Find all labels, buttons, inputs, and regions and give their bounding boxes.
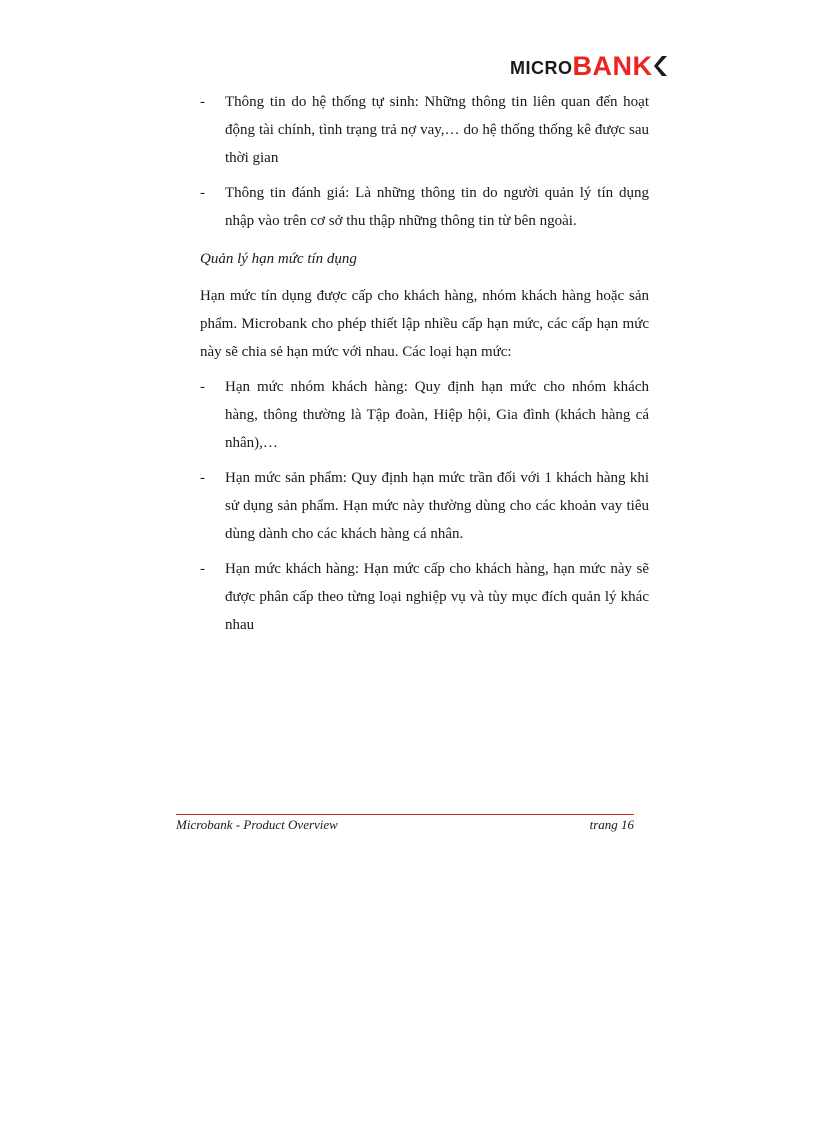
list-item bbox=[200, 373, 649, 457]
bullet-marker: - bbox=[200, 561, 205, 577]
logo-bank-text: BANK bbox=[572, 51, 653, 81]
footer-divider bbox=[176, 814, 634, 815]
list-item bbox=[200, 179, 649, 235]
bullet-marker: - bbox=[200, 470, 205, 486]
list-item bbox=[200, 464, 649, 548]
list-item-text: Hạn mức khách hàng: Hạn mức cấp cho khách hàng, hạn mức này sẽ được phân cấp theo từng loại nghiệp vụ và tùy mục đích quản lý khác nhau bbox=[225, 561, 649, 633]
logo-chevron-icon bbox=[654, 55, 668, 77]
bullet-marker: - bbox=[200, 94, 205, 110]
list-item bbox=[200, 555, 649, 639]
section-heading: Quản lý hạn mức tín dụng bbox=[200, 251, 357, 267]
document-body bbox=[200, 88, 649, 646]
list-item-text: Thông tin do hệ thống tự sinh: Những thông tin liên quan đến hoạt động tài chính, tình trạng trả nợ vay,… do hệ thống thống kê được sau thời gian bbox=[225, 94, 649, 166]
footer-title: Microbank - Product Overview bbox=[176, 817, 338, 832]
list-item bbox=[200, 88, 649, 172]
microbank-logo bbox=[510, 51, 668, 81]
page-footer bbox=[176, 817, 634, 833]
page-number: trang 16 bbox=[589, 817, 634, 832]
list-item-text: Hạn mức sản phẩm: Quy định hạn mức trần đối với 1 khách hàng khi sử dụng sản phẩm. Hạn mức này thường dùng cho các khoản vay tiêu dùng dành cho các khách hàng cá nhân. bbox=[225, 470, 649, 542]
bullet-marker: - bbox=[200, 379, 205, 395]
list-item-text: Thông tin đánh giá: Là những thông tin do người quản lý tín dụng nhập vào trên cơ sở thu thập những thông tin từ bên ngoài. bbox=[225, 185, 649, 229]
body-paragraph: Hạn mức tín dụng được cấp cho khách hàng, nhóm khách hàng hoặc sản phẩm. Microbank cho phép thiết lập nhiều cấp hạn mức, các cấp hạn mức này sẽ chia sẻ hạn mức với nhau. Các loại hạn mức: bbox=[200, 288, 649, 360]
bullet-marker: - bbox=[200, 185, 205, 201]
logo-micro-text: MICRO bbox=[510, 58, 573, 78]
list-item-text: Hạn mức nhóm khách hàng: Quy định hạn mức cho nhóm khách hàng, thông thường là Tập đoàn, Hiệp hội, Gia đình (khách hàng cá nhân),… bbox=[225, 379, 649, 451]
